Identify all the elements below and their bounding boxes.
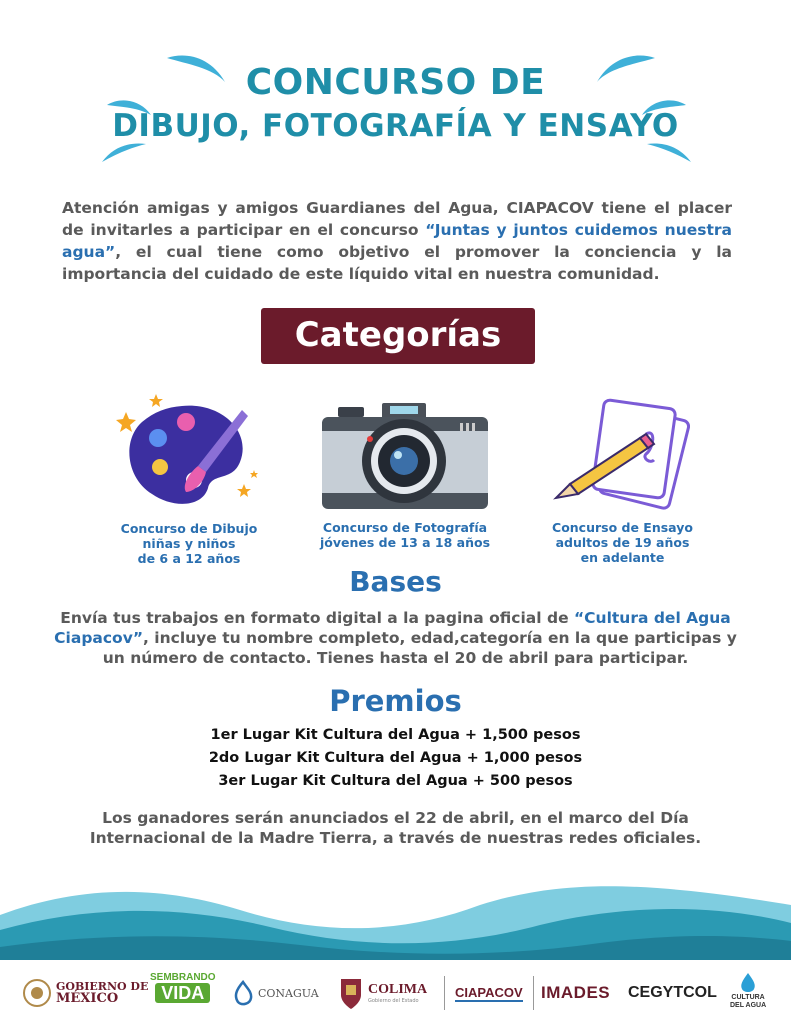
gobierno-line2: MÉXICO: [56, 991, 119, 1006]
bases-paragraph: [50, 608, 741, 668]
cegytcol-text: CEGYTCOL: [628, 984, 717, 1001]
water-drop-mascot-icon: [738, 972, 758, 994]
category-photo-audience: jóvenes de 13 a 18 años: [319, 535, 491, 550]
category-photo-label: [305, 520, 505, 550]
category-photo-title: Concurso de Fotografía: [322, 520, 488, 535]
prize-first: 1er Lugar Kit Cultura del Agua + 1,500 pesos: [210, 727, 581, 743]
category-drawing-label: [100, 521, 278, 566]
category-essay-title: Concurso de Ensayo: [552, 520, 693, 535]
contest-name: “Juntas y juntos cuidemos nuestra agua”: [62, 221, 732, 261]
mexico-seal-icon: [22, 978, 52, 1008]
colima-shield-icon: [338, 975, 364, 1011]
intro-text: , el cual tiene como objetivo el promover la conciencia y la importancia del cuidado de este líquido vital en nuestra comunidad.: [62, 243, 732, 283]
ciapacov-text: CIAPACOV: [455, 984, 523, 1000]
gobierno-mexico-logo: [22, 972, 148, 1014]
cultura-del-agua-logo: [730, 972, 766, 1014]
footer-divider: [444, 976, 445, 1010]
colima-logo: [338, 972, 427, 1014]
sembrando-line1: SEMBRANDO: [150, 972, 216, 983]
sembrando-vida-logo: [150, 972, 216, 1014]
imades-logo: [541, 972, 610, 1014]
conagua-icon: [232, 980, 254, 1006]
category-drawing-title: Concurso de Dibujo: [120, 521, 258, 536]
footer-divider: [533, 976, 534, 1010]
cultura-line2: DEL AGUA: [730, 1002, 767, 1009]
categories-heading: Categorías: [261, 308, 535, 364]
bases-text: , incluye tu nombre completo, edad,categoría en la que participas y un número de contacto. Tienes hasta el 20 de abril para participar.: [102, 629, 737, 667]
colima-text: COLIMA: [368, 982, 428, 997]
sembrando-line2: VIDA: [155, 983, 210, 1003]
wave-decoration: [0, 875, 791, 960]
imades-text: IMADES: [541, 983, 611, 1002]
title-line-2: DIBUJO, FOTOGRAFÍA Y ENSAYO: [112, 108, 679, 144]
conagua-logo: [232, 972, 319, 1014]
intro-paragraph: [62, 197, 732, 285]
gobierno-line1: GOBIERNO DE: [56, 980, 149, 993]
announcement-text: Los ganadores serán anunciados el 22 de abril, en el marco del Día Internacional de la Madre Tierra, a través de nuestras redes oficiales.: [89, 809, 702, 847]
camera-icon: [320, 403, 490, 511]
ciapacov-logo: [455, 972, 523, 1014]
category-drawing-age: de 6 a 12 años: [137, 551, 241, 566]
bases-heading: Bases: [349, 565, 442, 598]
prize-second: 2do Lugar Kit Cultura del Agua + 1,000 pesos: [208, 750, 583, 766]
paint-palette-icon: [112, 392, 262, 514]
category-essay-label: [530, 520, 715, 565]
page-name: “Cultura del Agua Ciapacov”: [54, 609, 731, 647]
cegytcol-logo: [628, 972, 717, 1014]
category-essay-age: en adelante: [580, 550, 665, 565]
title-line-1: CONCURSO DE: [245, 62, 546, 103]
category-drawing-audience: niñas y niños: [142, 536, 236, 551]
conagua-text: CONAGUA: [258, 986, 319, 1000]
pencil-paper-icon: [550, 398, 690, 510]
intro-text: Atención amigas y amigos Guardianes del Agua, CIAPACOV tiene el placer de invitarles a participar en el concurso: [62, 199, 732, 239]
bases-text: Envía tus trabajos en formato digital a la pagina oficial de: [60, 609, 574, 627]
category-essay-audience: adultos de 19 años: [555, 535, 690, 550]
cultura-line1: CULTURA: [731, 994, 765, 1001]
colima-sub: Gobierno del Estado: [368, 998, 419, 1004]
prize-third: 3er Lugar Kit Cultura del Agua + 500 pesos: [218, 773, 573, 789]
prizes-heading: Premios: [329, 684, 462, 718]
